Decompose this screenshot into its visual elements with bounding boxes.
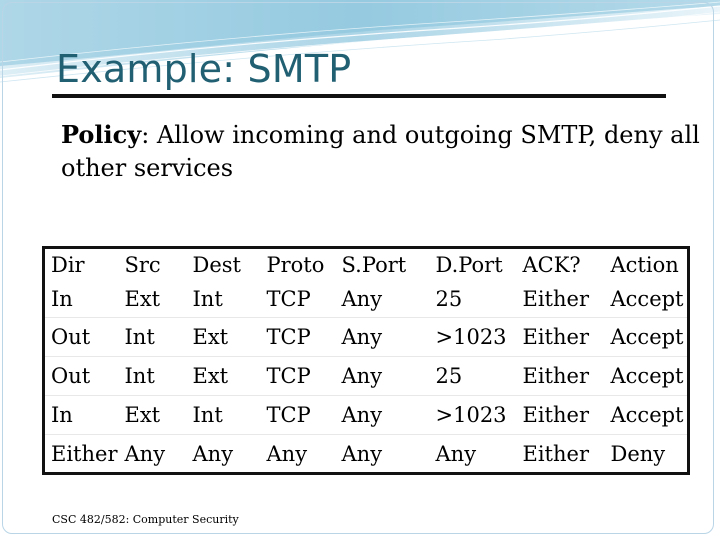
slide-title: Example: SMTP: [56, 47, 352, 91]
table-cell: Either: [517, 435, 605, 474]
table-cell: Either: [44, 435, 119, 474]
table-cell: >1023: [430, 396, 517, 435]
table-cell: Any: [336, 396, 430, 435]
table-cell: Any: [261, 435, 336, 474]
table-row: [44, 282, 689, 318]
table-cell: Accept: [605, 318, 689, 357]
title-underline: [52, 94, 666, 98]
table-cell: Any: [187, 435, 261, 474]
header-cell: D.Port: [435, 253, 503, 278]
table-cell: Any: [336, 357, 430, 396]
table-cell: >1023: [430, 318, 517, 357]
table-cell: Any: [119, 435, 187, 474]
table-cell: TCP: [261, 396, 336, 435]
table-cell: Either: [522, 287, 589, 312]
table-cell: Any: [336, 435, 430, 474]
table-cell: TCP: [266, 287, 311, 312]
header-cell: S.Port: [341, 253, 407, 278]
policy-text: : Allow incoming and outgoing SMTP, deny all other services: [61, 121, 700, 182]
table-cell: Any: [336, 318, 430, 357]
table-cell: 25: [435, 287, 463, 312]
table-cell: Out: [44, 357, 119, 396]
table-cell: Any: [430, 435, 517, 474]
table-cell: TCP: [261, 318, 336, 357]
policy-statement: [61, 118, 701, 185]
table-cell: Any: [341, 287, 383, 312]
header-cell: ACK?: [522, 253, 581, 278]
table-header-row: [44, 248, 689, 282]
table-cell: Ext: [187, 357, 261, 396]
table-row: [44, 396, 689, 435]
table-cell: Ext: [119, 396, 187, 435]
table-cell: In: [44, 396, 119, 435]
table-cell: Deny: [605, 435, 689, 474]
table-cell: 25: [430, 357, 517, 396]
slide-footer: CSC 482/582: Computer Security: [52, 513, 239, 526]
header-cell: Dest: [192, 253, 241, 278]
table-cell: Accept: [605, 357, 689, 396]
table-cell: Accept: [605, 396, 689, 435]
header-cell: Dir: [51, 253, 85, 278]
table-row: [44, 357, 689, 396]
table-cell: TCP: [261, 357, 336, 396]
table-cell: Int: [187, 396, 261, 435]
table-cell: Either: [517, 318, 605, 357]
table-cell: Ext: [124, 287, 161, 312]
policy-label: Policy: [61, 120, 142, 149]
table-row: [44, 318, 689, 357]
table-cell: Either: [517, 396, 605, 435]
table-row: [44, 435, 689, 474]
table-cell: In: [51, 287, 73, 312]
header-cell: Proto: [266, 253, 325, 278]
firewall-rules-table: [42, 246, 690, 475]
table-cell: Accept: [610, 287, 684, 312]
table-cell: Int: [119, 318, 187, 357]
table-cell: Int: [192, 287, 223, 312]
table-cell: Out: [44, 318, 119, 357]
header-cell: Action: [610, 253, 679, 278]
table-cell: Int: [119, 357, 187, 396]
table-cell: Either: [517, 357, 605, 396]
header-cell: Src: [124, 253, 161, 278]
table-cell: Ext: [187, 318, 261, 357]
